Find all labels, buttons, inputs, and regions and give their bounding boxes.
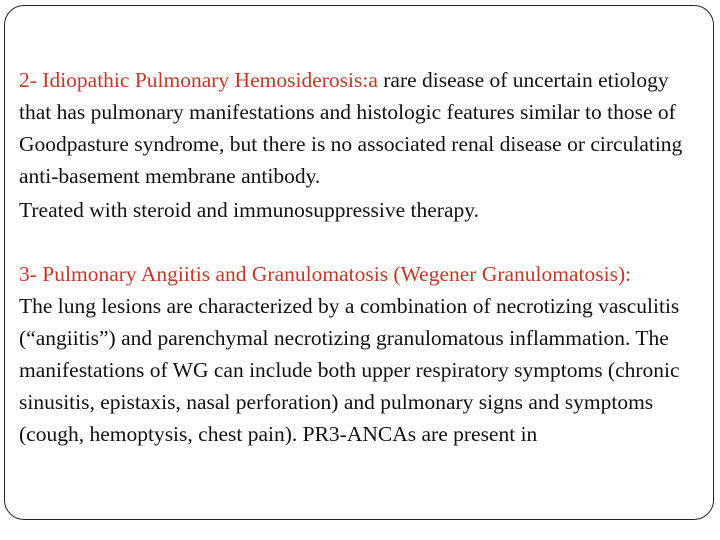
section-2-treatment: Treated with steroid and immunosuppressive therapy. — [19, 198, 479, 222]
section-2-paragraph — [19, 64, 699, 192]
section-3-body: The lung lesions are characterized by a combination of necrotizing vasculitis (“angiitis”) and parenchymal necrotizing granulomatous inflammation. The manifestations of WG can include both upper respiratory symptoms (chronic sinusitis, epistaxis, nasal perforation) and pulmonary signs and symptoms (cough, hemoptysis, chest pain). PR3-ANCAs are present in — [19, 294, 680, 446]
section-2-heading: 2- Idiopathic Pulmonary Hemosiderosis:a — [19, 68, 378, 92]
section-2-body: rare disease of uncertain etiology that has pulmonary manifestations and histologic features similar to those of Goodpasture syndrome, but there is no associated renal disease or circulating anti-basement membrane antibody. — [19, 68, 683, 188]
slide-content — [19, 64, 699, 450]
section-3-heading: 3- Pulmonary Angiitis and Granulomatosis (Wegener Granulomatosis): — [19, 262, 632, 286]
